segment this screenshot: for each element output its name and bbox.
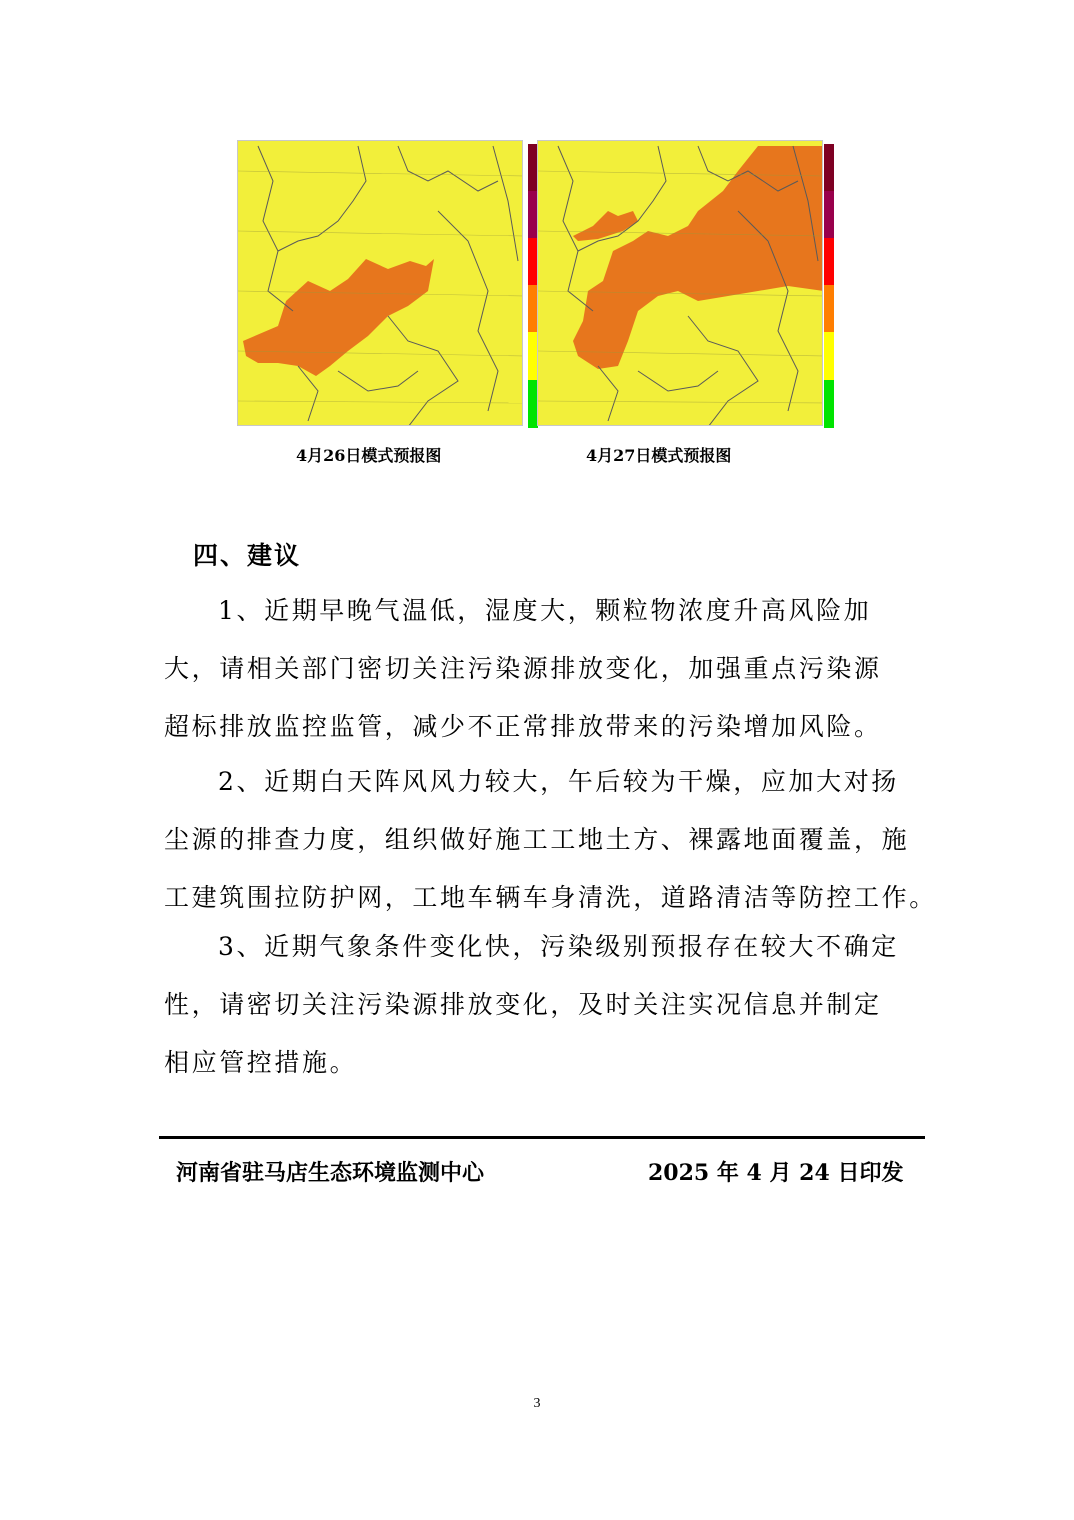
paragraph-2 — [164, 753, 937, 927]
paragraph-line: 超标排放监控监管，减少不正常排放带来的污染增加风险。 — [164, 712, 882, 741]
footer-divider — [159, 1136, 925, 1139]
paragraph-line: 工建筑围拉防护网，工地车辆车身清洗，道路清洁等防控工作。 — [164, 883, 937, 912]
paragraph-line: 2、近期白天阵风风力较大，午后较为干燥，应加大对扬 — [218, 767, 899, 796]
paragraph-line: 3、近期气象条件变化快，污染级别预报存在较大不确定 — [218, 932, 899, 961]
legend-level-6 — [824, 144, 834, 191]
legend-level-3 — [824, 285, 834, 332]
color-legend — [824, 144, 834, 428]
map-graphic — [538, 141, 823, 426]
legend-level-2 — [824, 332, 834, 380]
forecast-map-apr27 — [537, 140, 823, 426]
figure-caption: 4月27日模式预报图 — [586, 446, 732, 465]
paragraph-line: 性，请密切关注污染源排放变化，及时关注实况信息并制定 — [164, 990, 882, 1019]
forecast-map-apr26 — [237, 140, 523, 426]
paragraph-1 — [164, 582, 916, 756]
page-number: 3 — [533, 1396, 541, 1411]
issue-date: 2025 年 4 月 24 日印发 — [648, 1160, 904, 1186]
paragraph-line: 大，请相关部门密切关注污染源排放变化，加强重点污染源 — [164, 654, 882, 683]
paragraph-line: 尘源的排查力度，组织做好施工工地土方、裸露地面覆盖，施 — [164, 825, 910, 854]
legend-level-1 — [824, 380, 834, 428]
paragraph-3 — [164, 918, 916, 1092]
legend-level-5 — [824, 191, 834, 238]
map-image — [537, 140, 823, 426]
section-heading: 四、建议 — [193, 541, 302, 570]
issuer-name: 河南省驻马店生态环境监测中心 — [176, 1160, 485, 1186]
map-image — [237, 140, 523, 426]
paragraph-line: 1、近期早晚气温低，湿度大，颗粒物浓度升高风险加 — [218, 596, 872, 625]
map-graphic — [238, 141, 523, 426]
paragraph-line: 相应管控措施。 — [164, 1048, 358, 1077]
legend-level-4 — [824, 238, 834, 285]
figure-caption: 4月26日模式预报图 — [296, 446, 442, 465]
